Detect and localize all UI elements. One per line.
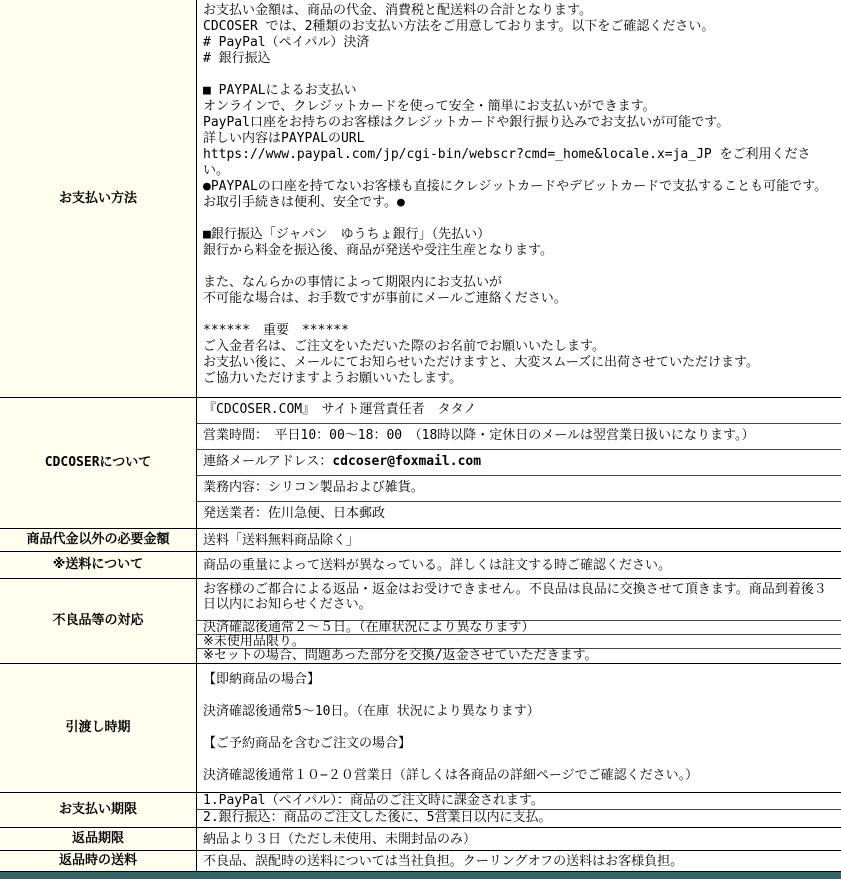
text-line: PayPal口座をお持ちのお客様はクレジットカードや銀行振り込みでお支払いが可能です。 — [203, 115, 730, 130]
blank-line — [203, 720, 833, 736]
shipping-note-header: ※送料について — [0, 552, 197, 578]
about-business: 業務内容：シリコン製品および雑貨。 — [197, 476, 841, 502]
payment-deadline-line: 2.銀行振込：商品のご注文した後に、5営業日以内に支払。 — [203, 810, 552, 825]
row-shipping-note — [0, 552, 841, 579]
row-payment-deadline — [0, 793, 841, 828]
payment-deadline-line: 1.PayPal（ペイパル）：商品のご注文時に課金されます。 — [197, 793, 841, 810]
blank-line — [203, 752, 833, 768]
about-header: CDCOSERについて — [0, 398, 197, 528]
text-line: ■銀行振込「ジャパン ゆうちょ銀行」（先払い） — [203, 227, 491, 242]
shipping-note-text: 商品の重量によって送料が異なっている。詳しくは註文する時ご確認ください。 — [203, 557, 672, 573]
contact-email-label: 連絡メールアドレス： — [203, 454, 333, 469]
footer-accent-bar — [0, 872, 841, 879]
row-return-deadline — [0, 828, 841, 851]
defect-policy-line: 決済確認後通常２〜５日。（在庫状況により異なります） — [197, 621, 841, 635]
return-deadline-text: 納品より３日（ただし未使用、未開封品のみ） — [203, 831, 477, 847]
return-deadline-header: 返品期限 — [0, 828, 197, 850]
text-line: ●PAYPALの口座を持てないお客様も直接にクレジットカードやデビットカードで支払することも可能です。 — [203, 179, 828, 194]
about-content — [197, 398, 841, 528]
return-shipping-text: 不良品、誤配時の送料については当社負担。クーリングオフの送料はお客様負担。 — [203, 853, 684, 869]
text-line: 決済確認後通常１０−２０営業日（詳しくは各商品の詳細ページでご確認ください。） — [203, 768, 699, 783]
text-line: 決済確認後通常5〜10日。（在庫 状況により異なります） — [203, 704, 540, 719]
payment-deadline-content — [197, 793, 841, 827]
row-return-shipping — [0, 851, 841, 872]
paypal-url[interactable]: https://www.paypal.com/jp/cgi-bin/webscr?cmd=_home&locale.x=ja_JP — [203, 147, 712, 162]
paypal-url-suffix: をご利用ください。 — [203, 147, 811, 178]
about-contact — [197, 450, 841, 476]
about-shippers: 発送業者：佐川急便、日本郵政 — [203, 506, 386, 521]
text-line: 不可能な場合は、お手数ですが事前にメールご連絡ください。 — [203, 291, 567, 306]
text-line: 【ご予約商品を含むご注文の場合】 — [203, 736, 412, 751]
row-payment-method — [0, 0, 841, 398]
text-line: オンラインで、クレジットカードを使って安全・簡単にお支払いができます。 — [203, 99, 656, 114]
defect-policy-line: ※セットの場合、問題あった部分を交換/返金させていただきます。 — [203, 648, 598, 663]
extra-fees-text: 送料「送料無料商品除く」 — [203, 532, 360, 548]
text-line: 銀行から料金を振込後、商品が発送や受注生産となります。 — [203, 243, 553, 258]
defect-policy-line: お客様のご都合による返品・返金はお受けできません。不良品は良品に交換させて頂きます。商品到着後３日以内にお知らせください。 — [197, 579, 841, 621]
text-line: CDCOSER では、2種類のお支払い方法をご用意しております。以下をご確認ください。 — [203, 19, 715, 34]
payment-deadline-header: お支払い期限 — [0, 793, 197, 827]
text-line: お取引手続きは便利、安全です。● — [203, 195, 405, 210]
contact-email[interactable]: cdcoser@foxmail.com — [332, 454, 482, 469]
text-line: # PayPal（ペイパル）決済 — [203, 35, 370, 50]
row-extra-fees — [0, 529, 841, 552]
text-line: # 銀行振込 — [203, 51, 271, 66]
defect-policy-line: ※未使用品限り。 — [197, 635, 841, 649]
text-line: ご入金者名は、ご注文をいただいた際のお名前でお願いいたします。 — [203, 339, 605, 354]
payment-method-content — [197, 0, 841, 397]
text-line: ご協力いただけますようお願いいたします。 — [203, 371, 462, 386]
about-site-owner: 『CDCOSER.COM』 サイト運営責任者 タタノ — [197, 398, 841, 424]
text-line: お支払い金額は、商品の代金、消費税と配送料の合計となります。 — [203, 3, 592, 18]
blank-line — [203, 67, 833, 83]
blank-line — [203, 307, 833, 323]
paypal-url-line — [203, 147, 833, 179]
text-line: 【即納商品の場合】 — [203, 672, 321, 687]
text-line: ■ PAYPALによるお支払い — [203, 83, 357, 98]
text-line: また、なんらかの事情によって期限内にお支払いが — [203, 275, 503, 290]
text-line: お支払い後に、メールにてお知らせいただけますと、大変スムーズに出荷させていただけます。 — [203, 355, 760, 370]
return-shipping-header: 返品時の送料 — [0, 851, 197, 871]
row-delivery-time — [0, 664, 841, 793]
row-about-cdcoser — [0, 398, 841, 529]
delivery-time-header: 引渡し時期 — [0, 664, 197, 792]
blank-line — [203, 211, 833, 227]
about-hours: 営業時間： 平日10：00〜18：00 （18時以降・定休日のメールは翌営業日扱いになります。） — [197, 424, 841, 450]
text-line: ****** 重要 ****** — [203, 323, 349, 338]
blank-line — [203, 688, 833, 704]
defect-policy-content — [197, 579, 841, 663]
extra-fees-header: 商品代金以外の必要金額 — [0, 529, 197, 551]
payment-method-header: お支払い方法 — [0, 0, 197, 397]
row-defect-policy — [0, 579, 841, 664]
delivery-time-content — [197, 664, 841, 792]
defect-policy-header: 不良品等の対応 — [0, 579, 197, 663]
blank-line — [203, 259, 833, 275]
text-line: 詳しい内容はPAYPALのURL — [203, 131, 365, 146]
